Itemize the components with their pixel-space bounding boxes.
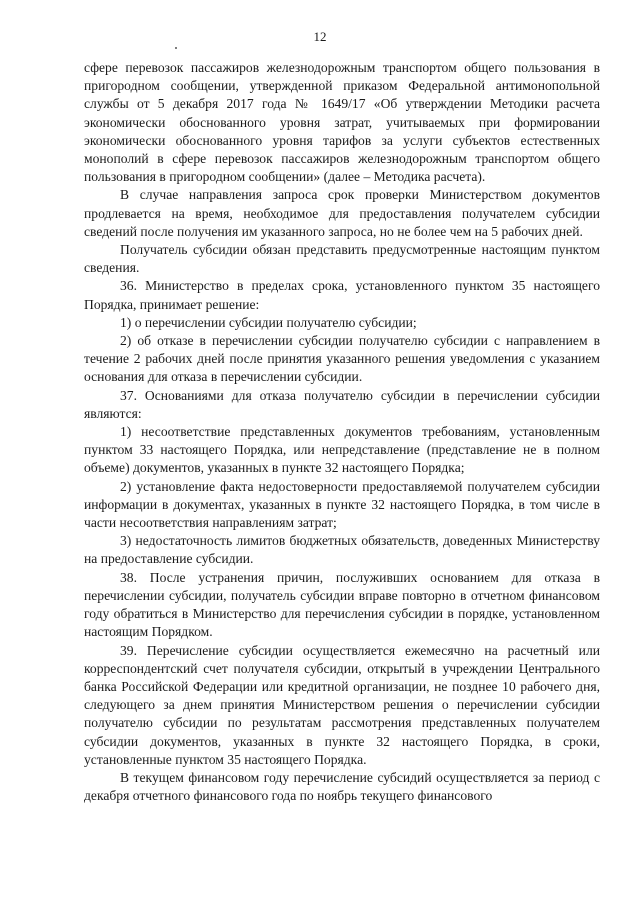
paragraph-38: 38. После устранения причин, послуживших основанием для отказа в перечислении субсидии, получатель субсидии вправе повторно в отчетном финансовом году обратиться в Министерство для перечисления субсидии в порядке, установленном настоящим Порядком. [84, 569, 600, 640]
paragraph-request-extension: В случае направления запроса срок проверки Министерством документов продлевается на время, необходимое для предоставления получателем субсидии сведений после получения им указанного запроса, но не более чем на 5 рабочих дней. [84, 187, 600, 239]
paragraph-37-item-2: 2) установление факта недостоверности предоставляемой получателем субсидии информации в документах, указанных в пункте 32 настоящего Порядка, в том числе в части несоответствия направлениям затрат; [84, 478, 600, 531]
paragraph-36: 36. Министерство в пределах срока, установленного пунктом 35 настоящего Порядка, принимает решение: [84, 278, 600, 312]
paragraph-recipient-obligation: Получатель субсидии обязан представить предусмотренные настоящим пунктом сведения. [84, 242, 600, 276]
paragraph-37-item-1: 1) несоответствие представленных документов требованиям, установленным пунктом 33 настоящего Порядка, или непредставление (представление не в полном объеме) документов, указанных в пункте 32 настоящего Порядка; [84, 424, 600, 476]
paragraph-39: 39. Перечисление субсидии осуществляется ежемесячно на расчетный или корреспондентский счет получателя субсидии, открытый в учреждении Центрального банка Российской Федерации или кредитной организации, не позднее 10 рабочего дня, следующего за днем принятия Министерством решения о перечислении субсидии получателю субсидии по результатам рассмотрения представленных получателем субсидии документов, указанных в пункте 32 настоящего Порядка, в сроки, установленные пунктом 35 настоящего Порядка. [84, 642, 600, 767]
paragraph-continuation: сфере перевозок пассажиров железнодорожным транспортом общего пользования в пригородном сообщении, утвержденной приказом Федеральной антимонопольной службы от 5 декабря 2017 года № 1649/17 «Об утверждении Методики расчета экономически обоснованного уровня затрат, учитываемых при формировании экономически обоснованного уровня тарифов за услуги субъектов естественных монополий в сфере перевозок пассажиров железнодорожным транспортом общего пользования в пригородном сообщении» (далее – Методика расчета). [84, 60, 600, 185]
scan-dot [175, 47, 177, 49]
document-body [84, 59, 600, 805]
paragraph-37: 37. Основаниями для отказа получателю субсидии в перечислении субсидии являются: [84, 387, 600, 421]
paragraph-36-item-2: 2) об отказе в перечислении субсидии получателю субсидии с направлением в течение 2 рабочих дней после принятия указанного решения уведомления с указанием основания для отказа в перечислении субсидии. [84, 333, 600, 385]
page-number: 12 [313, 29, 327, 44]
paragraph-36-item-1: 1) о перечислении субсидии получателю субсидии; [120, 314, 417, 330]
paragraph-37-item-3: 3) недостаточность лимитов бюджетных обязательств, доведенных Министерству на предоставление субсидии. [84, 533, 600, 567]
paragraph-current-year-transfer: В текущем финансовом году перечисление субсидий осуществляется за период с декабря отчетного финансового года по ноябрь текущего финансового [84, 769, 600, 804]
